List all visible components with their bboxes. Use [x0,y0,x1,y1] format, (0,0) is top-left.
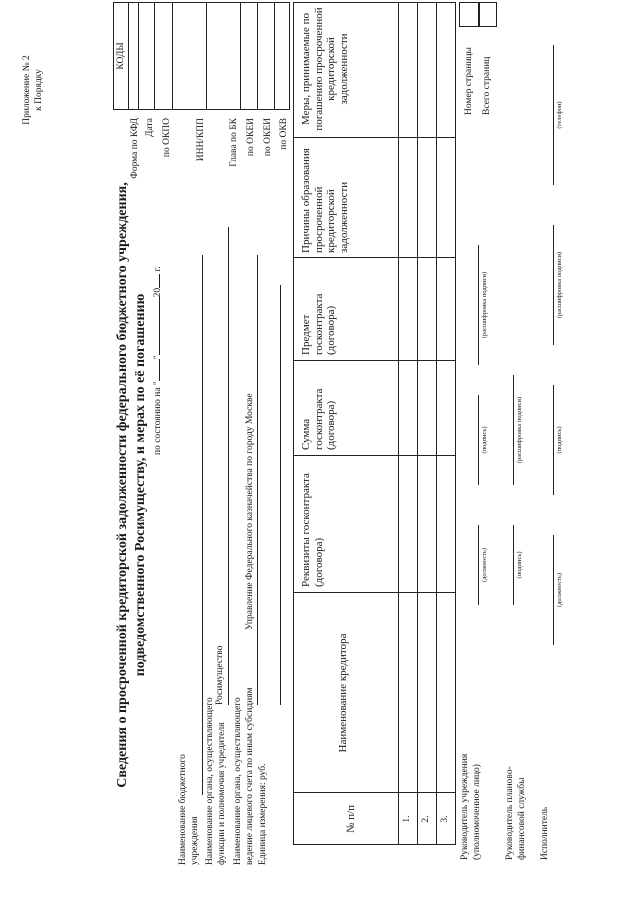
appendix-subtitle: к Порядку [34,69,44,111]
col-header-number: № п/п [345,804,357,834]
table-row-number: 1. [402,815,412,823]
account-organ-line [257,255,258,705]
col-header-contract-details: Реквизиты госконтракта (договора) [300,473,325,587]
account-organ-label: Наименование органа, осуществляющего [233,697,243,865]
founder-organ-line [228,227,229,705]
codes-table [113,2,290,110]
code-label-okv: по ОКВ [279,118,289,150]
account-organ-value: Управление Федерального казначейства по городу Москве [245,393,255,630]
code-label-inn-kpp: ИНН/КПП [196,118,206,162]
head-decode-caption: (расшифровка подписи) [481,271,488,339]
head-label-2: (уполномоченное лицо) [472,764,482,860]
executor-decode-caption: (расшифровка подписи) [556,251,563,319]
finance-head-label: Руководитель планово- [505,766,515,860]
code-label-okei-1: по ОКЕИ [246,118,256,157]
institution-line [202,255,203,795]
founder-organ-value: Росимущество [215,645,225,705]
code-label-okpo: по ОКПО [162,118,172,158]
unit-of-measure: Единица измерения: руб. [258,763,268,865]
executor-position-caption: (должность) [556,572,563,608]
head-label: Руководитель учреждения [460,753,470,860]
appendix-number: Приложение № 2 [22,55,32,125]
account-organ-label-2: ведение лицевого счета по иным субсидиям [245,687,255,865]
codes-header: КОДЫ [116,42,126,70]
finance-decode-caption: (расшифровка подписи) [516,396,523,464]
code-label-date: Дата [145,118,155,137]
founder-organ-label: Наименование органа, осуществляющего [205,697,215,865]
institution-label: Наименование бюджетного [178,754,188,865]
col-header-repayment-measures: Меры, принимаемые по погашению просроченной кредиторской задолженности [300,7,350,131]
finance-head-label-2: финансовой службы [517,777,527,860]
total-pages-box[interactable] [479,2,497,27]
col-header-creditor: Наименование кредитора [337,633,349,753]
col-header-contract-sum: Сумма госконтракта (договора) [300,388,338,450]
institution-label-2: учреждения [190,816,200,865]
head-position-caption: (должность) [481,547,488,583]
col-header-contract-subject: Предмет госконтракта (договора) [300,293,338,355]
as-of-date: по состоянию на ""20 г. [153,266,163,455]
col-header-debt-causes: Причины образования просроченной кредиторской задолженности [300,148,350,253]
code-label-okei-2: по ОКЕИ [263,118,273,157]
executor-phone-caption: (телефон) [556,101,563,129]
finance-signature-caption: (подпись) [516,551,523,579]
executor-signature-caption: (подпись) [556,426,563,454]
head-signature-caption: (подпись) [481,426,488,454]
document-title: Сведения о просроченной кредиторской задолженности федерального бюджетного учреждения, [115,182,130,788]
page-number-box[interactable] [459,2,479,27]
code-label-kfd: Форма по КФД [130,118,140,179]
founder-organ-label-2: функции и полномочия учредителя [217,722,227,865]
page-number-label: Номер страницы [464,47,474,115]
table-row-number: 3. [440,815,450,823]
document-title-line2: подведомственного Росимуществу, и мерах по её погашению [133,293,148,677]
table-row-number: 2. [421,815,431,823]
code-label-bk: Глава по БК [229,118,239,167]
executor-label: Исполнитель [540,806,550,860]
total-pages-label: Всего страниц [482,56,492,115]
